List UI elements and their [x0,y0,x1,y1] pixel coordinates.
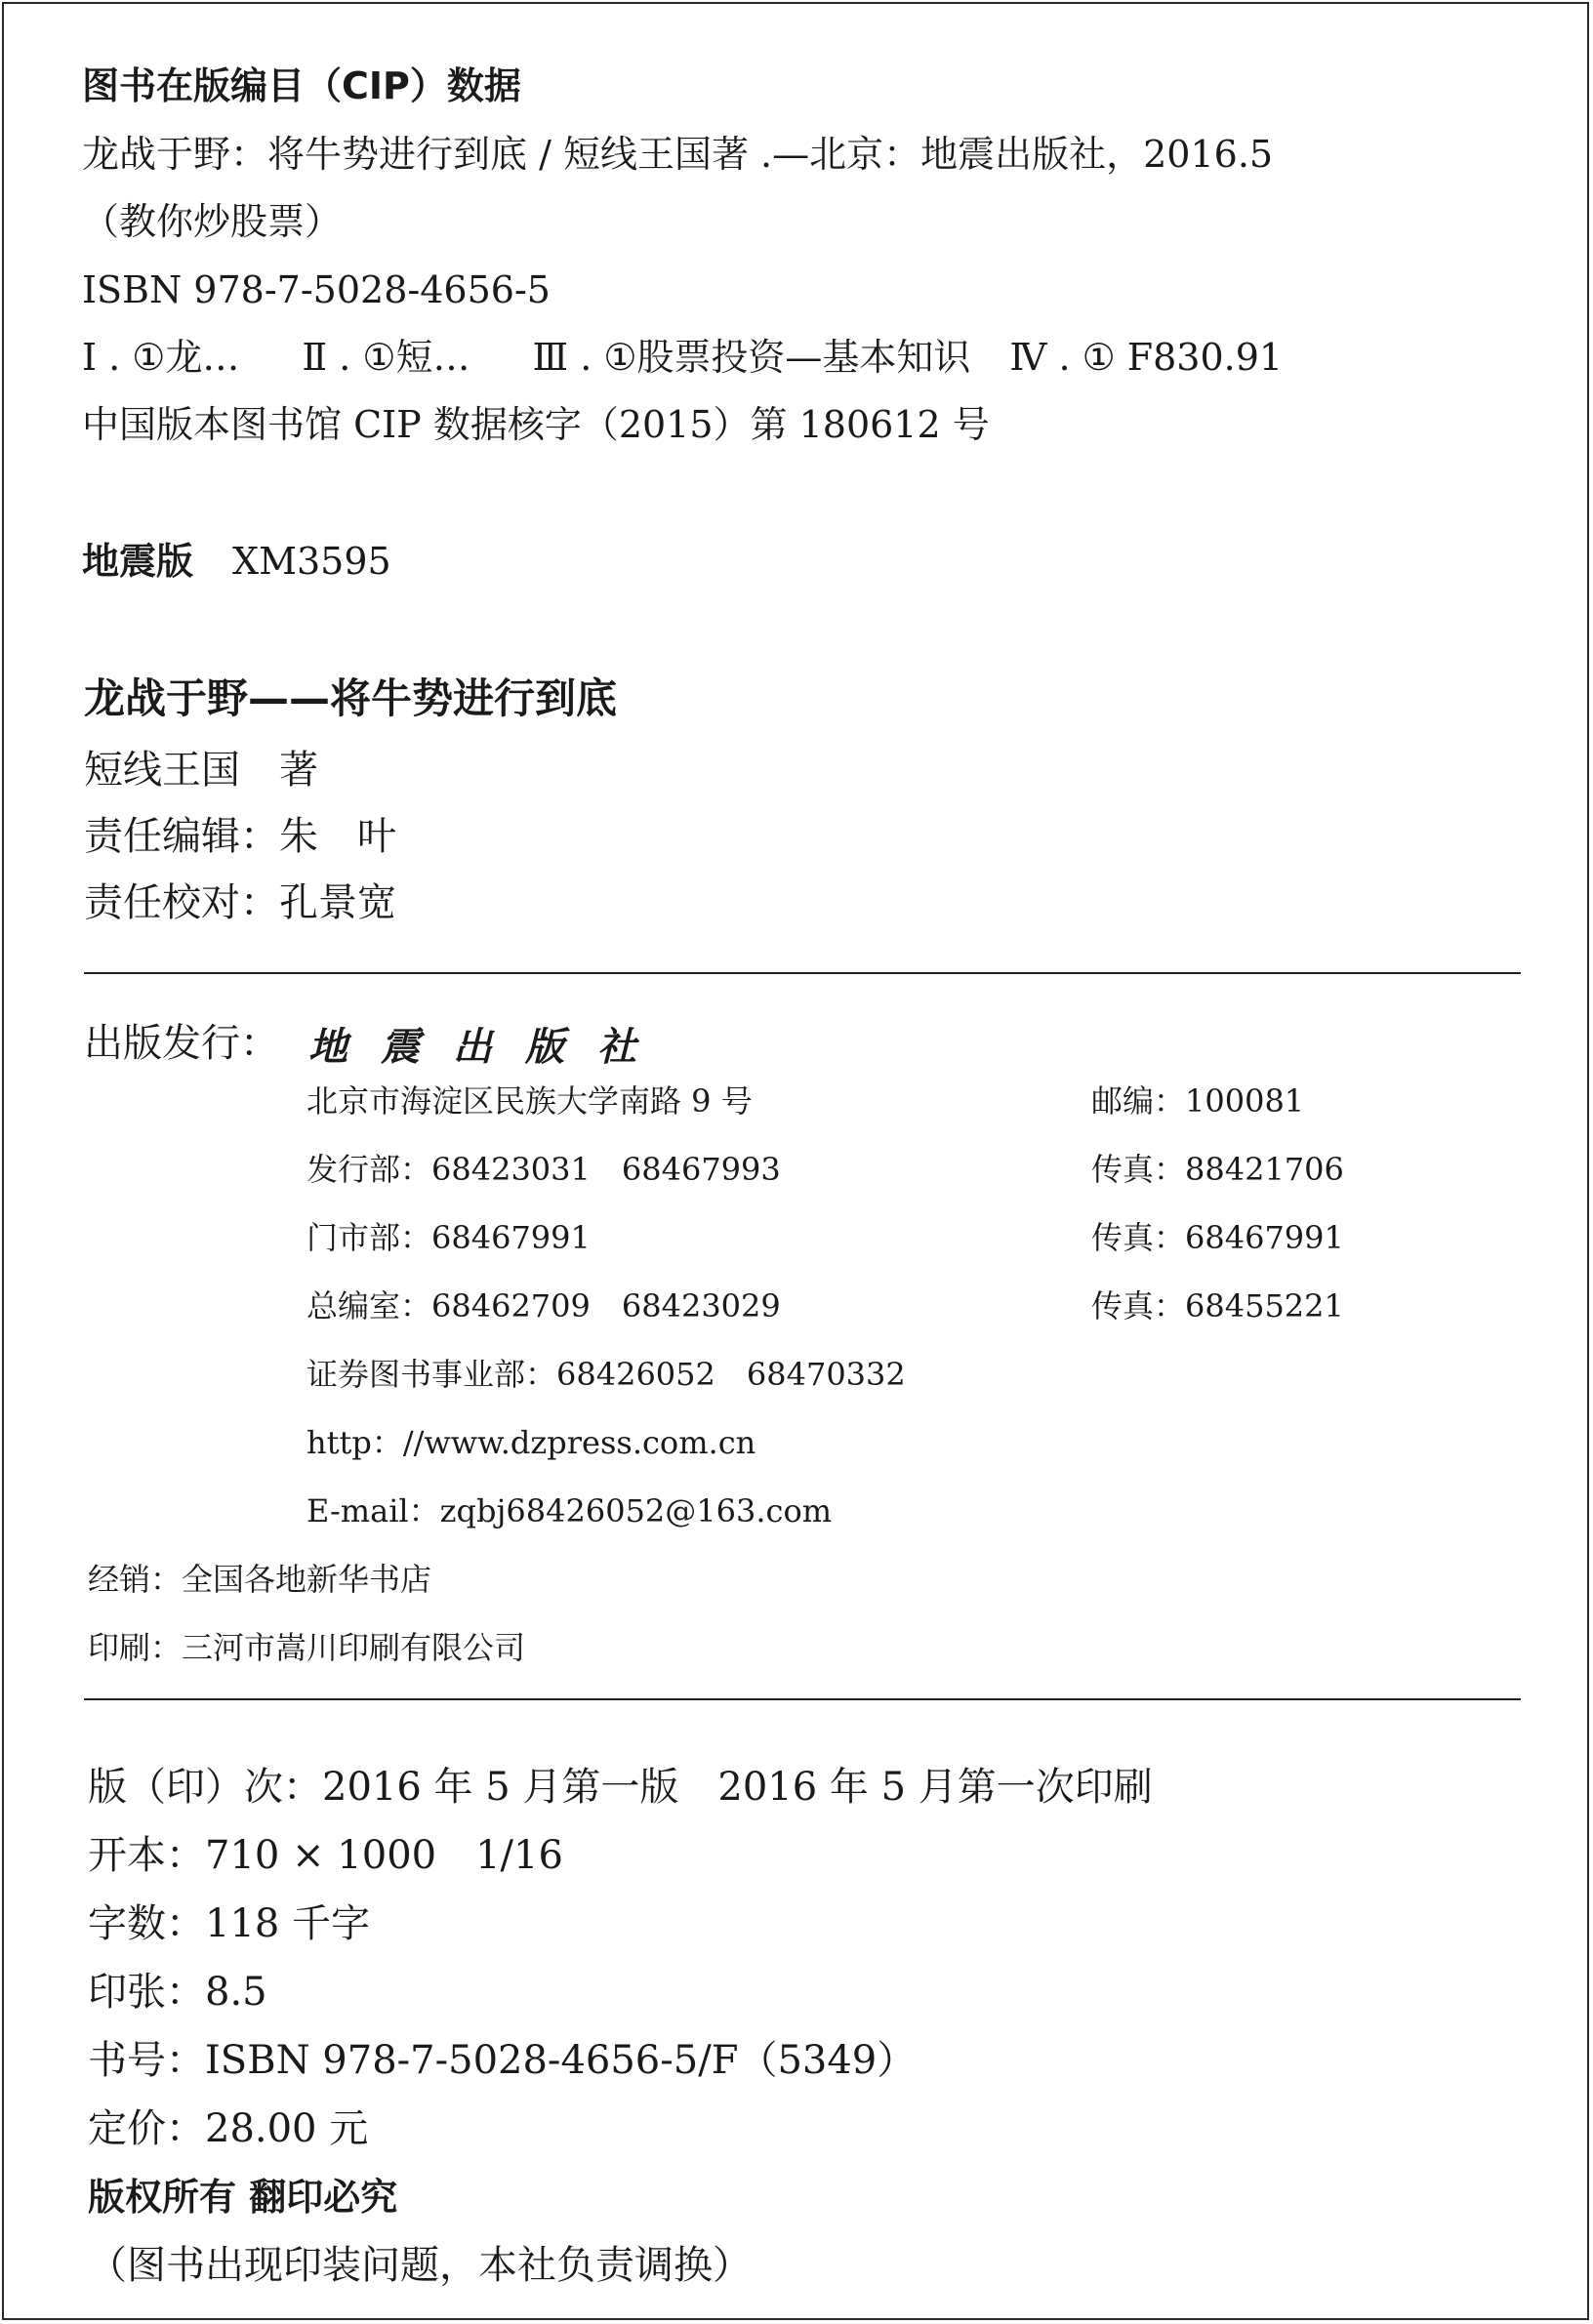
book-number: 书号：ISBN 978-7-5028-4656-5/F（5349） [88,2038,917,2083]
edition-code-value: XM3595 [232,540,391,583]
fax-2: 传真：68467991 [1091,1219,1344,1256]
edition-code-label: 地震版 [82,540,194,583]
cip-library-record: 中国版本图书馆 CIP 数据核字（2015）第 180612 号 [82,403,990,446]
publisher-label: 出版发行： [84,1021,279,1066]
edition-printing: 版（印）次：2016 年 5 月第一版 2016 年 5 月第一次印刷 [88,1765,1153,1810]
classification-3: Ⅲ . ①股票投资—基本知识 [532,336,971,379]
cip-line-1: 龙战于野：将牛势进行到底 / 短线王国著 .—北京：地震出版社，2016.5 [82,133,1274,176]
book-author: 短线王国 著 [84,748,318,793]
publisher-postcode: 邮编：100081 [1091,1082,1305,1120]
cip-line-2: （教你炒股票） [82,200,343,243]
book-proofreader: 责任校对：孔景宽 [84,880,396,925]
word-count: 字数：118 千字 [88,1901,371,1946]
cip-heading: 图书在版编目（CIP）数据 [82,64,521,107]
securities-dept-phones: 证券图书事业部：68426052 68470332 [306,1356,906,1393]
fax-3: 传真：68455221 [1091,1287,1344,1325]
book-price: 定价：28.00 元 [88,2106,369,2151]
distribution-phones: 发行部：68423031 68467993 [306,1151,781,1188]
classification-4: Ⅳ . ① F830.91 [1009,336,1284,379]
cip-isbn: ISBN 978-7-5028-4656-5 [82,268,551,311]
divider-top [84,972,1521,974]
publisher-address: 北京市海淀区民族大学南路 9 号 [306,1082,753,1120]
editorial-phones: 总编室：68462709 68423029 [306,1287,781,1325]
cip-classification [82,334,1283,381]
book-format: 开本：710 × 1000 1/16 [88,1833,563,1878]
seller: 经销：全国各地新华书店 [88,1561,432,1598]
printed-sheets: 印张：8.5 [88,1970,267,2015]
publisher-logo: 地震出版社 [308,1024,670,1070]
publisher-website: http：//www.dzpress.com.cn [306,1424,756,1461]
edition-code [82,538,391,585]
book-title: 龙战于野——将牛势进行到底 [84,674,618,722]
store-phone: 门市部：68467991 [306,1219,591,1256]
printer: 印刷：三河市嵩川印刷有限公司 [88,1629,526,1666]
book-editor: 责任编辑：朱 叶 [84,814,396,859]
fax-1: 传真：88421706 [1091,1151,1344,1188]
copyright-notice: 版权所有 翻印必究 [88,2176,398,2219]
publisher-email: E-mail：zqbj68426052@163.com [306,1492,833,1529]
replacement-notice: （图书出现印装问题，本社负责调换） [88,2243,752,2288]
classification-2: Ⅱ . ①短… [302,336,470,379]
divider-bottom [84,1698,1521,1700]
classification-1: Ⅰ . ①龙… [82,336,240,379]
